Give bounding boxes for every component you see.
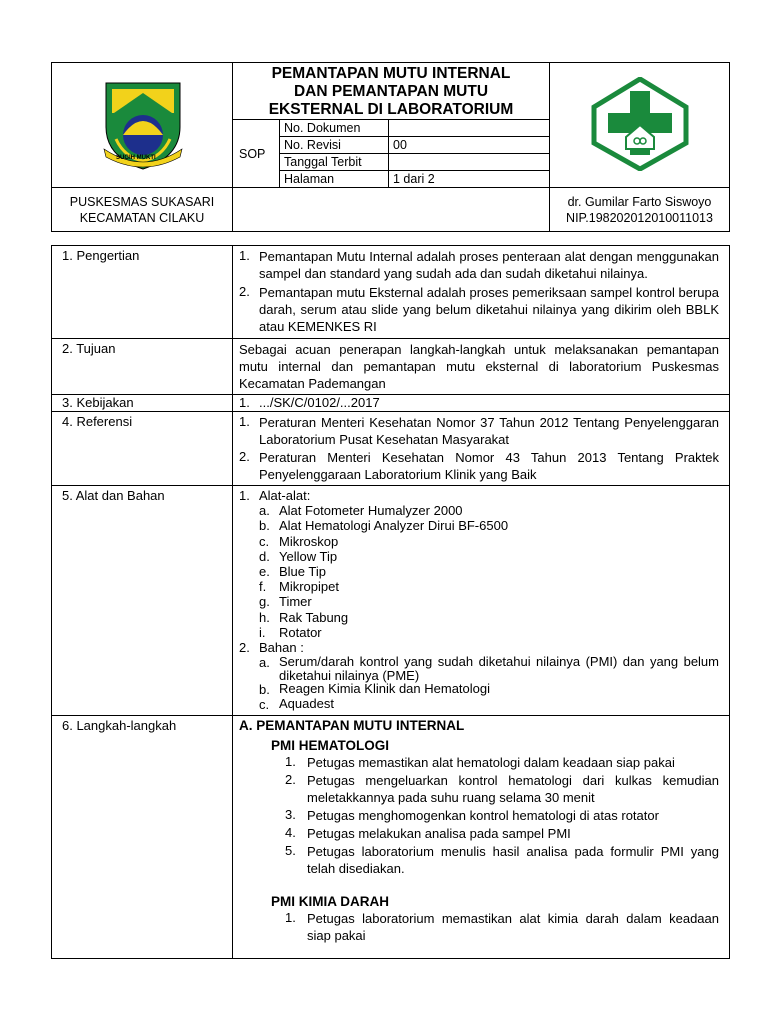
meta-label-tanggal-terbit: Tanggal Terbit	[280, 154, 389, 171]
list-item-number: i.	[259, 624, 266, 640]
list-item-number: f.	[259, 579, 267, 595]
organization-district: KECAMATAN CILAKU	[79, 210, 205, 225]
list-item-number: 1.	[285, 753, 296, 769]
content-alat-bahan	[233, 486, 730, 716]
list-item-text: Petugas laboratorium memastikan alat kimia darah dalam keadaan siap pakai	[307, 910, 719, 943]
pmi-kimia-darah-heading: PMI KIMIA DARAH	[271, 893, 389, 909]
row-kebijakan	[52, 395, 730, 412]
list-item-text: Timer	[279, 594, 312, 610]
list-item-number: b.	[259, 518, 270, 534]
list-item-number: 1.	[285, 909, 296, 925]
list-item	[259, 682, 719, 697]
logo-left-cell	[52, 63, 233, 188]
list-item	[285, 772, 719, 806]
list-item: 1. Peraturan Menteri Kesehatan Nomor 37 Tahun 2012 Tentang Penyelenggaran Laboratorium Pusat Kesehatan Masyarakat	[239, 414, 719, 447]
list-item-number: d.	[259, 548, 270, 564]
row-tujuan	[52, 339, 730, 395]
organization-cell	[52, 188, 233, 232]
list-item-text: Petugas memastikan alat hematologi dalam keadaan siap pakai	[307, 754, 675, 770]
label-referensi: 4. Referensi	[52, 412, 233, 486]
list-item-text: Aquadest	[279, 696, 334, 712]
list-item: 1. Pemantapan Mutu Internal adalah proses penteraan alat dengan menggunakan sampel dan standard yang sudah ada dan sudah diketahui nilainya.	[239, 248, 719, 281]
sop-label: SOP	[233, 120, 280, 188]
signer-nip: NIP.198202012010011013	[566, 210, 713, 225]
content-langkah	[233, 715, 730, 958]
list-item-number: 3.	[285, 806, 296, 822]
list-item	[259, 697, 719, 712]
label-langkah: 6. Langkah-langkah	[52, 715, 233, 958]
signer-cell	[550, 188, 730, 232]
signer-name: dr. Gumilar Farto Siswoyo	[567, 194, 712, 209]
list-item-number: c.	[259, 697, 270, 713]
title-cell	[233, 63, 550, 188]
label-pengertian: 1. Pengertian	[52, 246, 233, 339]
list-item	[285, 754, 719, 771]
logo-right-cell	[550, 63, 730, 188]
list-item-text: Mikropipet	[279, 579, 339, 595]
list-item	[285, 910, 719, 944]
label-kebijakan: 3. Kebijakan	[52, 395, 233, 412]
list-item-text: Petugas melakukan analisa pada sampel PMI	[307, 825, 571, 841]
list-item	[259, 579, 719, 594]
list-item-text: Rak Tabung	[279, 609, 349, 625]
content-referensi	[233, 412, 730, 486]
list-item: 2. Bahan :	[239, 640, 304, 656]
list-item-text: Yellow Tip	[279, 548, 338, 564]
emblem-motto: SUGIH MUKTI	[116, 155, 156, 161]
meta-label-no-dokumen: No. Dokumen	[280, 120, 389, 137]
list-item-number: h.	[259, 609, 270, 625]
list-item	[259, 518, 719, 533]
organization-name: PUSKESMAS SUKASARI	[69, 194, 215, 209]
puskesmas-logo-icon	[590, 77, 690, 171]
list-item-number: 5.	[285, 842, 296, 858]
pmi-hematologi-list	[239, 754, 719, 877]
row-alat-bahan	[52, 486, 730, 716]
document-title	[233, 63, 549, 119]
list-item: 2. Peraturan Menteri Kesehatan Nomor 43 Tahun 2013 Tentang Praktek Penyelenggaraan Laboratorium Klinik yang Baik	[239, 449, 719, 482]
list-item	[259, 594, 719, 609]
list-item-text: Rotator	[279, 624, 322, 640]
list-item-text: Serum/darah kontrol yang sudah diketahui nilainya (PMI) dan yang belum diketahui nilainya (PME)	[279, 654, 719, 683]
pmi-kimia-darah-list	[239, 910, 719, 944]
title-line-3: EKSTERNAL DI LABORATORIUM	[268, 101, 514, 118]
list-item: 1. Alat-alat:	[239, 488, 311, 503]
list-item-number: b.	[259, 682, 270, 698]
meta-label-halaman: Halaman	[280, 171, 389, 188]
document-meta-table	[233, 119, 549, 187]
meta-value-tanggal-terbit	[389, 154, 550, 171]
list-item	[259, 564, 719, 579]
list-item-text: Reagen Kimia Klinik dan Hematologi	[279, 681, 491, 697]
bahan-list	[239, 655, 719, 712]
list-item-number: 4.	[285, 824, 296, 840]
list-item-text: Petugas menghomogenkan kontrol hematologi di atas rotator	[307, 807, 659, 823]
list-item-text: Petugas laboratorium menulis hasil analisa pada formulir PMI yang telah disediakan.	[307, 843, 719, 876]
header-table	[51, 62, 730, 232]
row-referensi	[52, 412, 730, 486]
title-line-1: PEMANTAPAN MUTU INTERNAL	[271, 65, 511, 82]
list-item-text: Petugas mengeluarkan kontrol hematologi dari kulkas kemudian meletakkannya pada suhu ruang selama 30 menit	[307, 772, 719, 805]
label-tujuan: 2. Tujuan	[52, 339, 233, 395]
pmi-hematologi-heading: PMI HEMATOLOGI	[271, 737, 389, 753]
list-item-number: a.	[259, 655, 270, 671]
list-item	[285, 807, 719, 824]
row-pengertian	[52, 246, 730, 339]
list-item	[285, 825, 719, 842]
row-langkah	[52, 715, 730, 958]
list-item-number: c.	[259, 533, 270, 549]
content-tujuan: Sebagai acuan penerapan langkah-langkah untuk melaksanakan pemantapan mutu internal dan pemantapan mutu eksternal di laboratorium Puskesmas Kecamatan Pademangan	[233, 339, 730, 395]
list-item	[259, 610, 719, 625]
list-item-number: 2.	[285, 771, 296, 787]
empty-middle-cell	[233, 188, 550, 232]
langkah-heading: A. PEMANTAPAN MUTU INTERNAL	[239, 717, 465, 733]
list-item	[285, 843, 719, 877]
meta-value-no-dokumen	[389, 120, 550, 137]
content-pengertian	[233, 246, 730, 339]
sop-content-table	[51, 245, 730, 959]
list-item	[259, 534, 719, 549]
list-item-text: Alat Hematologi Analyzer Dirui BF-6500	[279, 518, 509, 534]
list-item: 1. .../SK/C/0102/...2017	[239, 395, 380, 410]
list-item	[259, 625, 719, 640]
list-item-number: e.	[259, 564, 270, 580]
list-item	[259, 549, 719, 564]
list-item	[259, 655, 719, 682]
list-item	[259, 503, 719, 518]
list-item-text: Blue Tip	[279, 564, 326, 580]
list-item: 2. Pemantapan mutu Eksternal adalah proses pemeriksaan sampel kontrol berupa darah, serum atau slide yang belum diketahui nilainya yang dikirim oleh BBLK atau KEMENKES RI	[239, 284, 719, 334]
list-item-text: Alat Fotometer Humalyzer 2000	[279, 503, 463, 519]
list-item-number: g.	[259, 594, 270, 610]
content-kebijakan	[233, 395, 730, 412]
list-item-number: a.	[259, 503, 270, 519]
title-line-2: DAN PEMANTAPAN MUTU	[293, 83, 489, 100]
alat-list	[239, 503, 719, 640]
meta-value-halaman: 1 dari 2	[389, 171, 550, 188]
meta-value-no-revisi: 00	[389, 137, 550, 154]
meta-label-no-revisi: No. Revisi	[280, 137, 389, 154]
label-alat-bahan: 5. Alat dan Bahan	[52, 486, 233, 716]
list-item-text: Mikroskop	[279, 533, 339, 549]
